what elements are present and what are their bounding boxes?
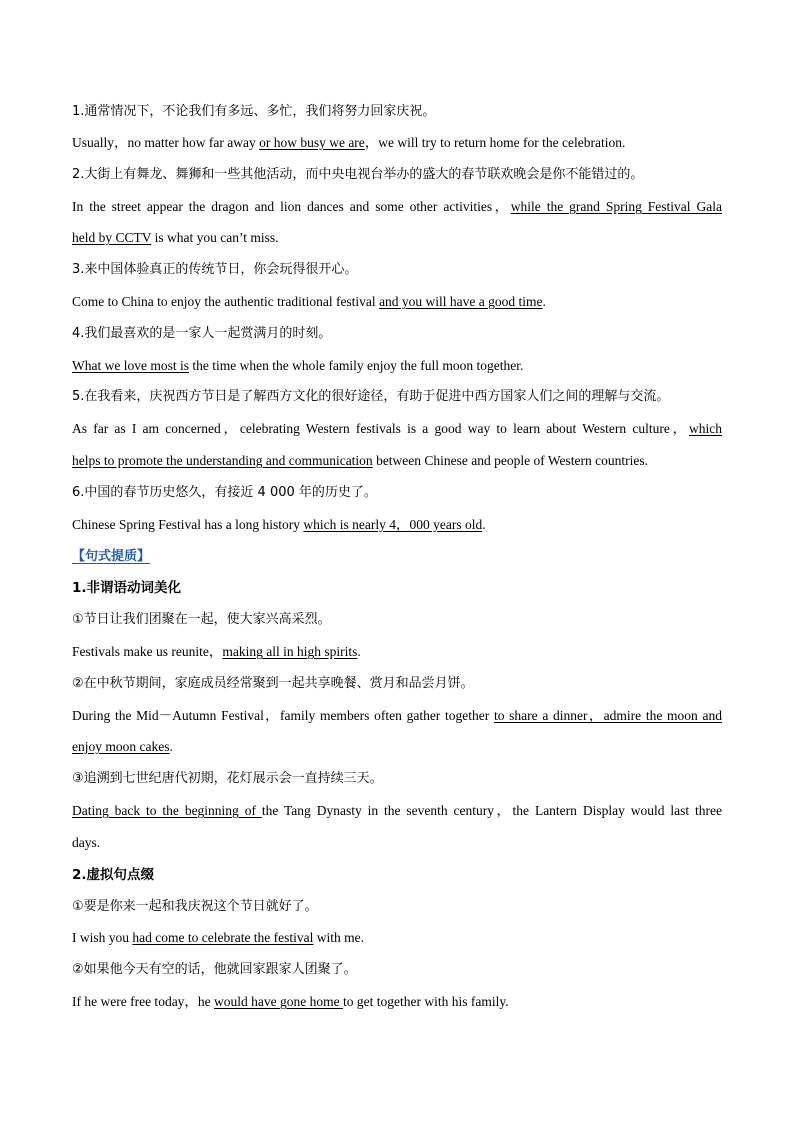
sentence-4-english xyxy=(72,356,722,376)
part-1-q3-english-line2: days. xyxy=(72,835,101,850)
part-1-q3-chinese: ③追溯到七世纪唐代初期，花灯展示会一直持续三天。 xyxy=(72,771,383,786)
part-1-q1-english xyxy=(72,642,722,662)
part-1-q2-english-line2 xyxy=(72,737,722,757)
underlined-answer: which xyxy=(689,421,722,436)
sentence-3-english xyxy=(72,292,722,312)
part-1-heading: 1.非谓语动词美化 xyxy=(72,580,182,596)
part-2-heading: 2.虚拟句点缀 xyxy=(72,867,155,883)
underlined-answer: making all in high spirits xyxy=(222,644,358,659)
sentence-5-english-line2 xyxy=(72,451,722,471)
sentence-6-english xyxy=(72,515,722,535)
underlined-answer: enjoy moon cakes xyxy=(72,739,170,754)
part-2-q2-english xyxy=(72,992,722,1012)
sentence-3-chinese: 3.来中国体验真正的传统节日，你会玩得很开心。 xyxy=(72,262,358,277)
underlined-answer: had come to celebrate the festival xyxy=(132,930,314,945)
underlined-answer: or how busy we are xyxy=(259,135,365,150)
sentence-text: I wish you xyxy=(72,930,133,945)
sentence-text: Festivals make us reunite， xyxy=(72,644,223,659)
part-2-q1-chinese: ①要是你来一起和我庆祝这个节日就好了。 xyxy=(72,899,318,914)
sentence-text: between Chinese and people of Western countries. xyxy=(372,453,649,468)
sentence-text: Usually，no matter how far away xyxy=(72,135,260,150)
part-2-q2-chinese: ②如果他今天有空的话，他就回家跟家人团聚了。 xyxy=(72,962,357,977)
sentence-text: to get together with his family. xyxy=(343,994,509,1009)
sentence-text: is what you can’t miss. xyxy=(151,230,279,245)
sentence-text: . xyxy=(542,294,546,309)
sentence-5-english-line1 xyxy=(72,419,722,439)
part-2-q1-english xyxy=(72,928,722,948)
sentence-2-english-line2 xyxy=(72,228,722,248)
part-1-q1-chinese: ①节日让我们团聚在一起，使大家兴高采烈。 xyxy=(72,612,331,627)
part-1-q2-chinese: ②在中秋节期间，家庭成员经常聚到一起共享晚餐、赏月和品尝月饼。 xyxy=(72,676,474,691)
underlined-answer: Dating back to the beginning of xyxy=(72,803,262,818)
underlined-answer: which is nearly 4，000 years old xyxy=(303,517,483,532)
sentence-text: If he were free today，he xyxy=(72,994,215,1009)
sentence-1-english xyxy=(72,133,722,153)
underlined-answer: to share a dinner，admire the moon and xyxy=(493,708,723,723)
underlined-answer: while the grand Spring Festival Gala xyxy=(510,199,722,214)
sentence-text: Chinese Spring Festival has a long history xyxy=(72,517,304,532)
sentence-5-chinese: 5.在我看来，庆祝西方节日是了解西方文化的很好途径，有助于促进中西方国家人们之间的理解与交流。 xyxy=(72,389,670,404)
underlined-answer: would have gone home xyxy=(214,994,344,1009)
sentence-6-chinese: 6.中国的春节历史悠久，有接近 4 000 年的历史了。 xyxy=(72,485,377,500)
sentence-text: Come to China to enjoy the authentic traditional festival xyxy=(72,294,380,309)
sentence-text: As far as I am concerned，celebrating Western festivals is a good way to learn about Western culture， xyxy=(72,421,689,436)
sentence-text: . xyxy=(482,517,486,532)
sentence-text: ，we will try to return home for the celebration. xyxy=(364,135,626,150)
sentence-2-english-line1 xyxy=(72,197,722,217)
underlined-answer: and you will have a good time xyxy=(379,294,543,309)
sentence-4-chinese: 4.我们最喜欢的是一家人一起赏满月的时刻。 xyxy=(72,326,332,341)
part-1-q3-english-line1 xyxy=(72,801,722,821)
sentence-text: . xyxy=(357,644,361,659)
sentence-text: . xyxy=(169,739,173,754)
sentence-1-chinese: 1.通常情况下，不论我们有多远、多忙，我们将努力回家庆祝。 xyxy=(72,104,436,119)
part-1-q2-english-line1 xyxy=(72,706,722,726)
section-title: 【句式提质】 xyxy=(72,549,151,564)
sentence-text: In the street appear the dragon and lion dances and some other activities， xyxy=(72,199,511,214)
sentence-text: During the Mid－Autumn Festival，family members often gather together xyxy=(72,708,494,723)
underlined-answer: helps to promote the understanding and communication xyxy=(72,453,373,468)
sentence-2-chinese: 2.大街上有舞龙、舞狮和一些其他活动，而中央电视台举办的盛大的春节联欢晚会是你不能错过的。 xyxy=(72,167,644,182)
underlined-answer: What we love most is xyxy=(72,358,189,373)
underlined-answer: held by CCTV xyxy=(72,230,152,245)
sentence-text: with me. xyxy=(313,930,365,945)
sentence-text: the time when the whole family enjoy the full moon together. xyxy=(188,358,524,373)
sentence-text: the Tang Dynasty in the seventh century，the Lantern Display would last three xyxy=(261,803,722,818)
